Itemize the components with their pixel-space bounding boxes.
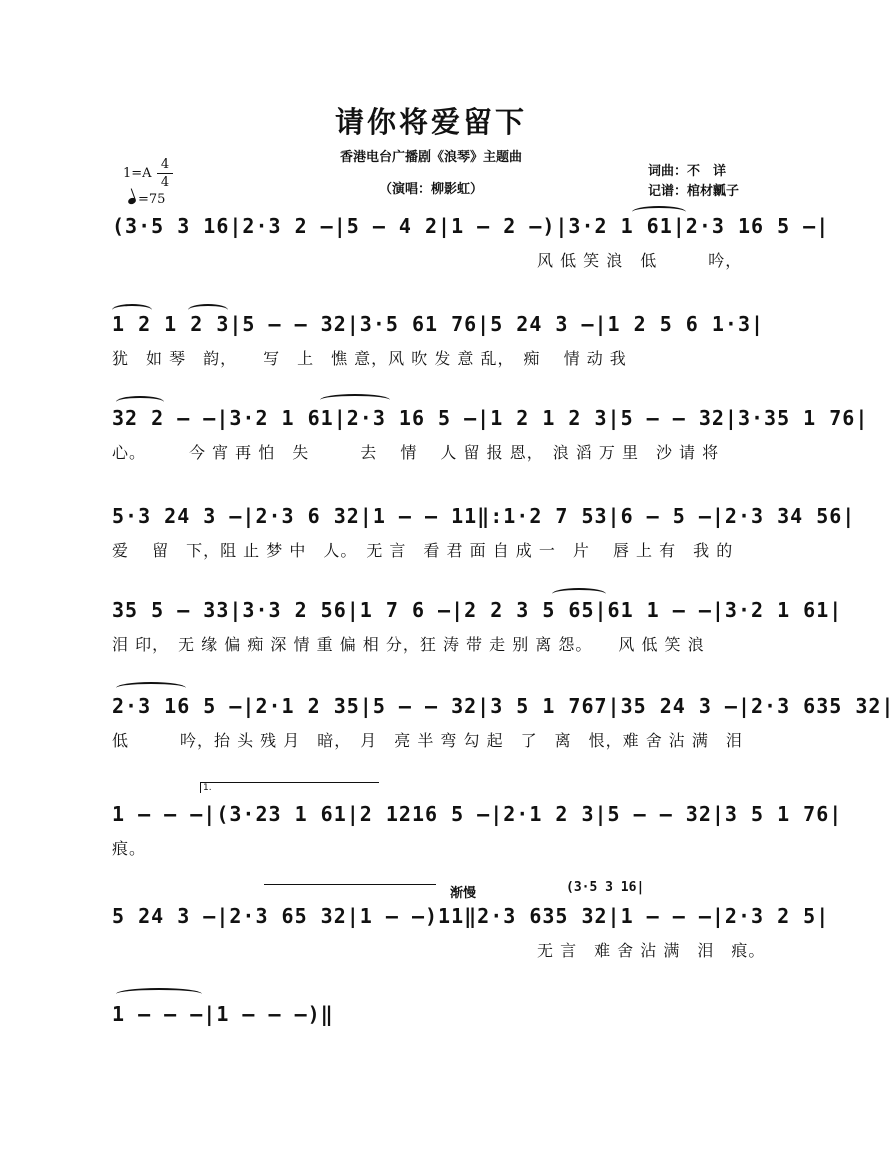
- time-signature-bottom: 4: [157, 173, 173, 191]
- tempo-value: =75: [138, 192, 166, 207]
- notation-line: (3·5 3 16|2·3 2 –|5 – 4 2|1 – 2 –)|3·2 1 61|2·3 16 5 –|: [112, 214, 830, 238]
- lyric-line: 痕。: [112, 839, 147, 858]
- notation-line: 5 24 3 –|2·3 65 32|1 – –)11‖2·3 635 32|1 – – –|2·3 2 5|: [112, 904, 830, 928]
- lyric-line: 泪 印， 无 缘 偏 痴 深 情 重 偏 相 分，狂 涛 带 走 别 离 怨。 风 低 笑 浪: [112, 635, 705, 654]
- slur: [552, 588, 606, 600]
- singer-credit: （演唱：柳影虹）: [378, 182, 483, 197]
- slur: [116, 396, 164, 408]
- key-signature: 1=A: [123, 166, 152, 181]
- lyric-line: 风 低 笑 浪 低 吟，: [112, 251, 743, 270]
- tempo-marking: [128, 192, 165, 207]
- lyric-line: 低 吟，抬 头 残 月 暗， 月 亮 半 弯 勾 起 了 离 恨，难 舍 沾 满 泪: [112, 731, 743, 750]
- slur: [632, 206, 686, 218]
- quarter-note-icon: [127, 197, 137, 205]
- slur: [116, 682, 186, 694]
- lyric-line: 爱 留 下，阻 止 梦 中 人。 无 言 看 君 面 自 成 一 片 唇 上 有 我 的: [112, 541, 734, 560]
- tie: [116, 988, 202, 1000]
- ending-bracket-line: [264, 884, 436, 895]
- notation-line: 1 2 1 2 3|5 – – 32|3·5 61 76|5 24 3 –|1 2 5 6 1·3|: [112, 312, 765, 336]
- slur: [320, 394, 390, 406]
- notation-line: 1 – – –|(3·23 1 61|2 1216 5 –|2·1 2 3|5 – – 32|3 5 1 76|: [112, 802, 843, 826]
- time-signature: [157, 156, 173, 191]
- notation-line: 1 – – –|1 – – –)‖: [112, 1002, 334, 1026]
- first-ending-bracket: 1.: [200, 782, 379, 793]
- lyricist-credit: 词曲：不 详: [648, 164, 727, 179]
- notation-line: 5·3 24 3 –|2·3 6 32|1 – – 11‖:1·2 7 53|6 – 5 –|2·3 34 56|: [112, 504, 856, 528]
- song-subtitle: 香港电台广播剧《浪琴》主题曲: [339, 150, 522, 165]
- grace-phrase: (3·5 3 16|: [566, 880, 645, 895]
- notation-line: 2·3 16 5 –|2·1 2 35|5 – – 32|3 5 1 767|35 24 3 –|2·3 635 32|: [112, 694, 894, 718]
- credits-block: [648, 162, 739, 202]
- notation-line: 35 5 – 33|3·3 2 56|1 7 6 –|2 2 3 5 65|61 1 – –|3·2 1 61|: [112, 598, 843, 622]
- lyric-line: 无 言 难 舍 沾 满 泪 痕。: [112, 941, 766, 960]
- song-title: 请你将爱留下: [334, 105, 527, 139]
- slur: [112, 304, 152, 316]
- notation-line: 32 2 – –|3·2 1 61|2·3 16 5 –|1 2 1 2 3|5 – – 32|3·35 1 76|: [112, 406, 869, 430]
- lyric-line: 犹 如 琴 韵， 写 上 憔 意，风 吹 发 意 乱， 痴 情 动 我: [112, 349, 627, 368]
- arranger-credit: 记谱：棺材瓤子: [648, 184, 740, 199]
- slur: [188, 304, 228, 316]
- tempo-change-mark: 渐慢: [450, 886, 477, 901]
- lyric-line: 心。 今 宵 再 怕 失 去 情 人 留 报 恩， 浪 滔 万 里 沙 请 将: [112, 443, 720, 462]
- time-signature-top: 4: [160, 157, 170, 172]
